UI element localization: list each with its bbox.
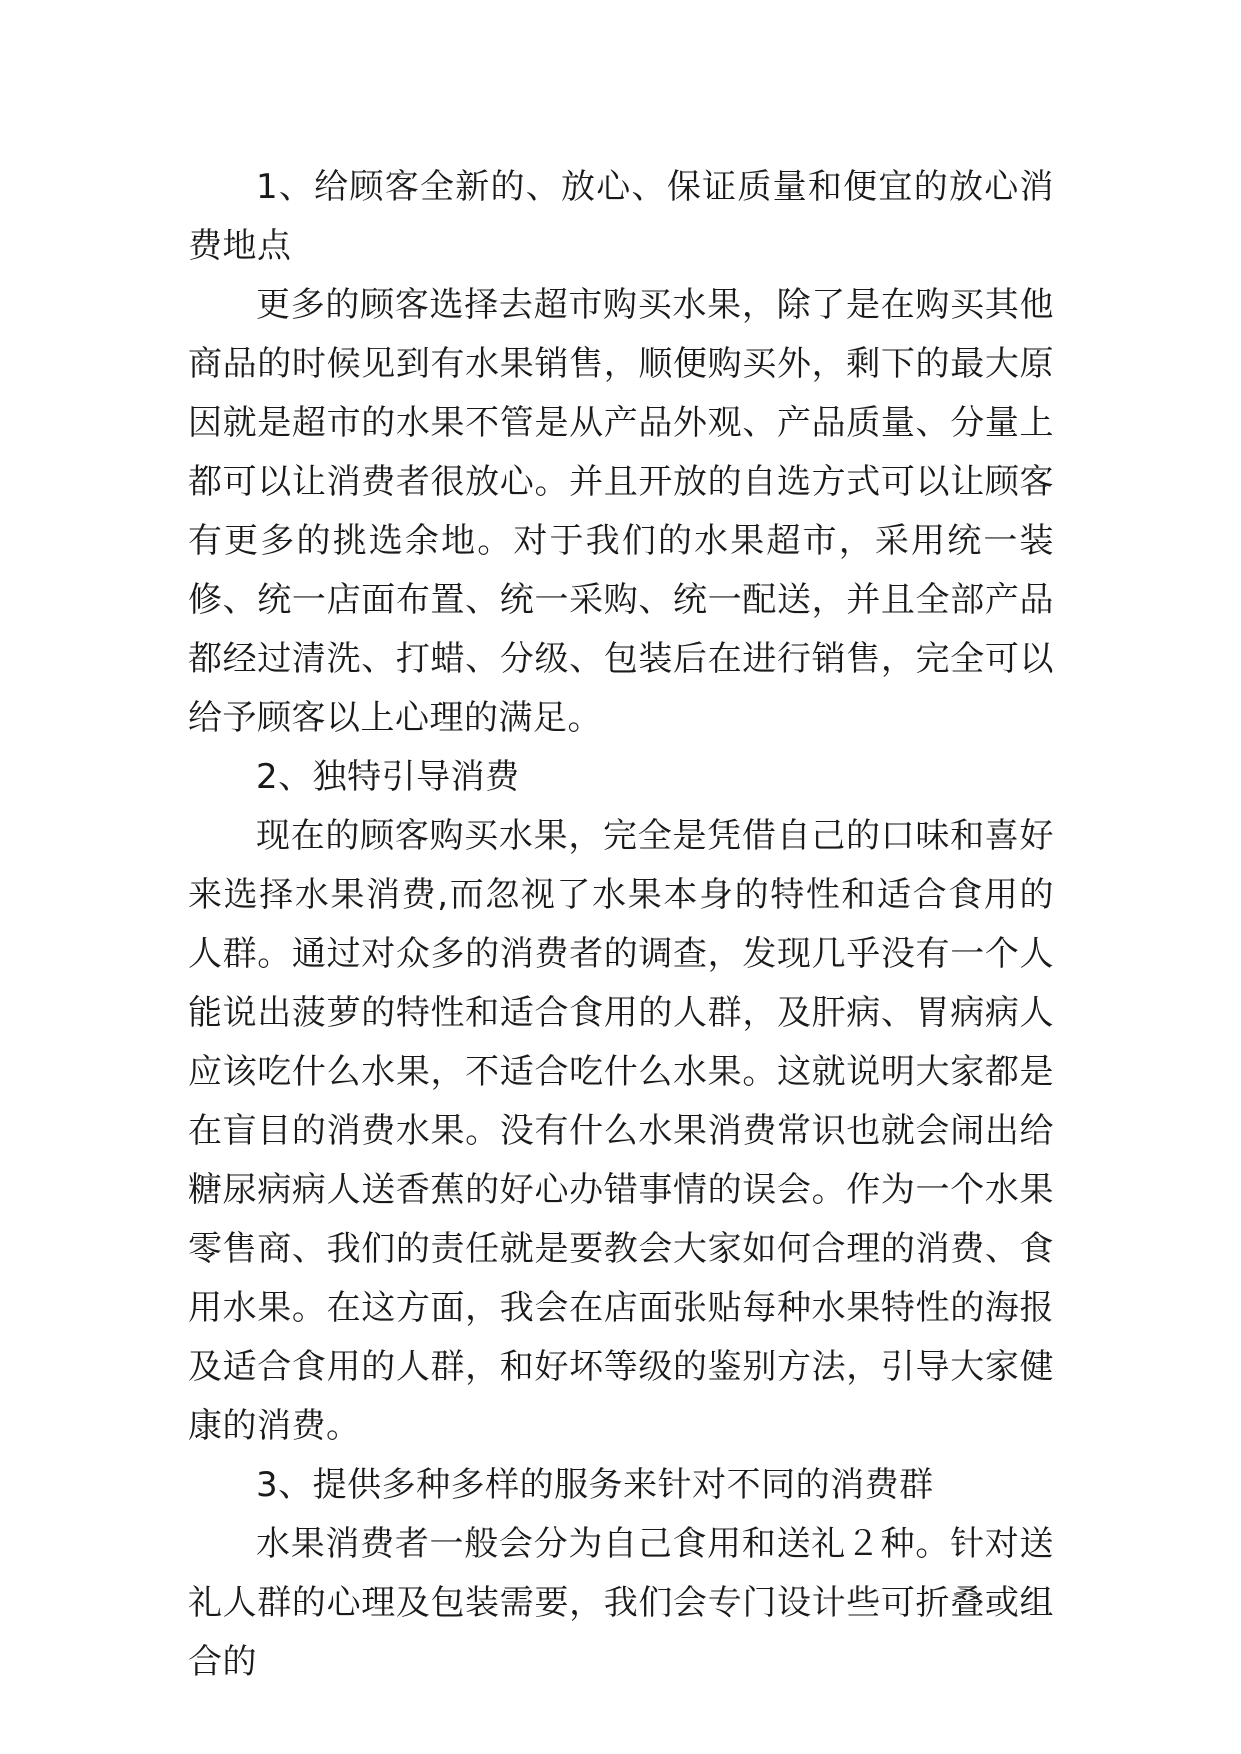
paragraph-heading-2: 2、独特引导消费 <box>256 757 520 797</box>
paragraph-body-3: 水果消费者一般会分为自己食用和送礼２种。针对送礼人群的心理及包装需要，我们会专门设计些可折叠或组合的 <box>188 1524 1054 1682</box>
document-page <box>188 158 1054 1692</box>
paragraph-body-2: 现在的顾客购买水果，完全是凭借自己的口味和喜好来选择水果消费,而忽视了水果本身的特性和适合食用的人群。通过对众多的消费者的调查，发现几乎没有一个人能说出菠萝的特性和适合食用的人群，及肝病、胃病病人应该吃什么水果，不适合吃什么水果。这就说明大家都是在盲目的消费水果。没有什么水果消费常识也就会闹出给糖尿病病人送香蕉的好心办错事情的误会。作为一个水果零售商、我们的责任就是要教会大家如何合理的消费、食用水果。在这方面，我会在店面张贴每种水果特性的海报及适合食用的人群，和好坏等级的鉴别方法，引导大家健康的消费。 <box>188 816 1054 1446</box>
paragraph-body-1: 更多的顾客选择去超市购买水果，除了是在购买其他商品的时候见到有水果销售，顺便购买外，剩下的最大原因就是超市的水果不管是从产品外观、产品质量、分量上都可以让消费者很放心。并且开放的自选方式可以让顾客有更多的挑选余地。对于我们的水果超市，采用统一装修、统一店面布置、统一采购、统一配送，并且全部产品都经过清洗、打蜡、分级、包装后在进行销售，完全可以给予顾客以上心理的满足。 <box>188 285 1054 738</box>
paragraph-heading-3: 3、提供多种多样的服务来针对不同的消费群 <box>256 1465 934 1505</box>
paragraph-heading-1: 1、给顾客全新的、放心、保证质量和便宜的放心消费地点 <box>188 167 1054 266</box>
